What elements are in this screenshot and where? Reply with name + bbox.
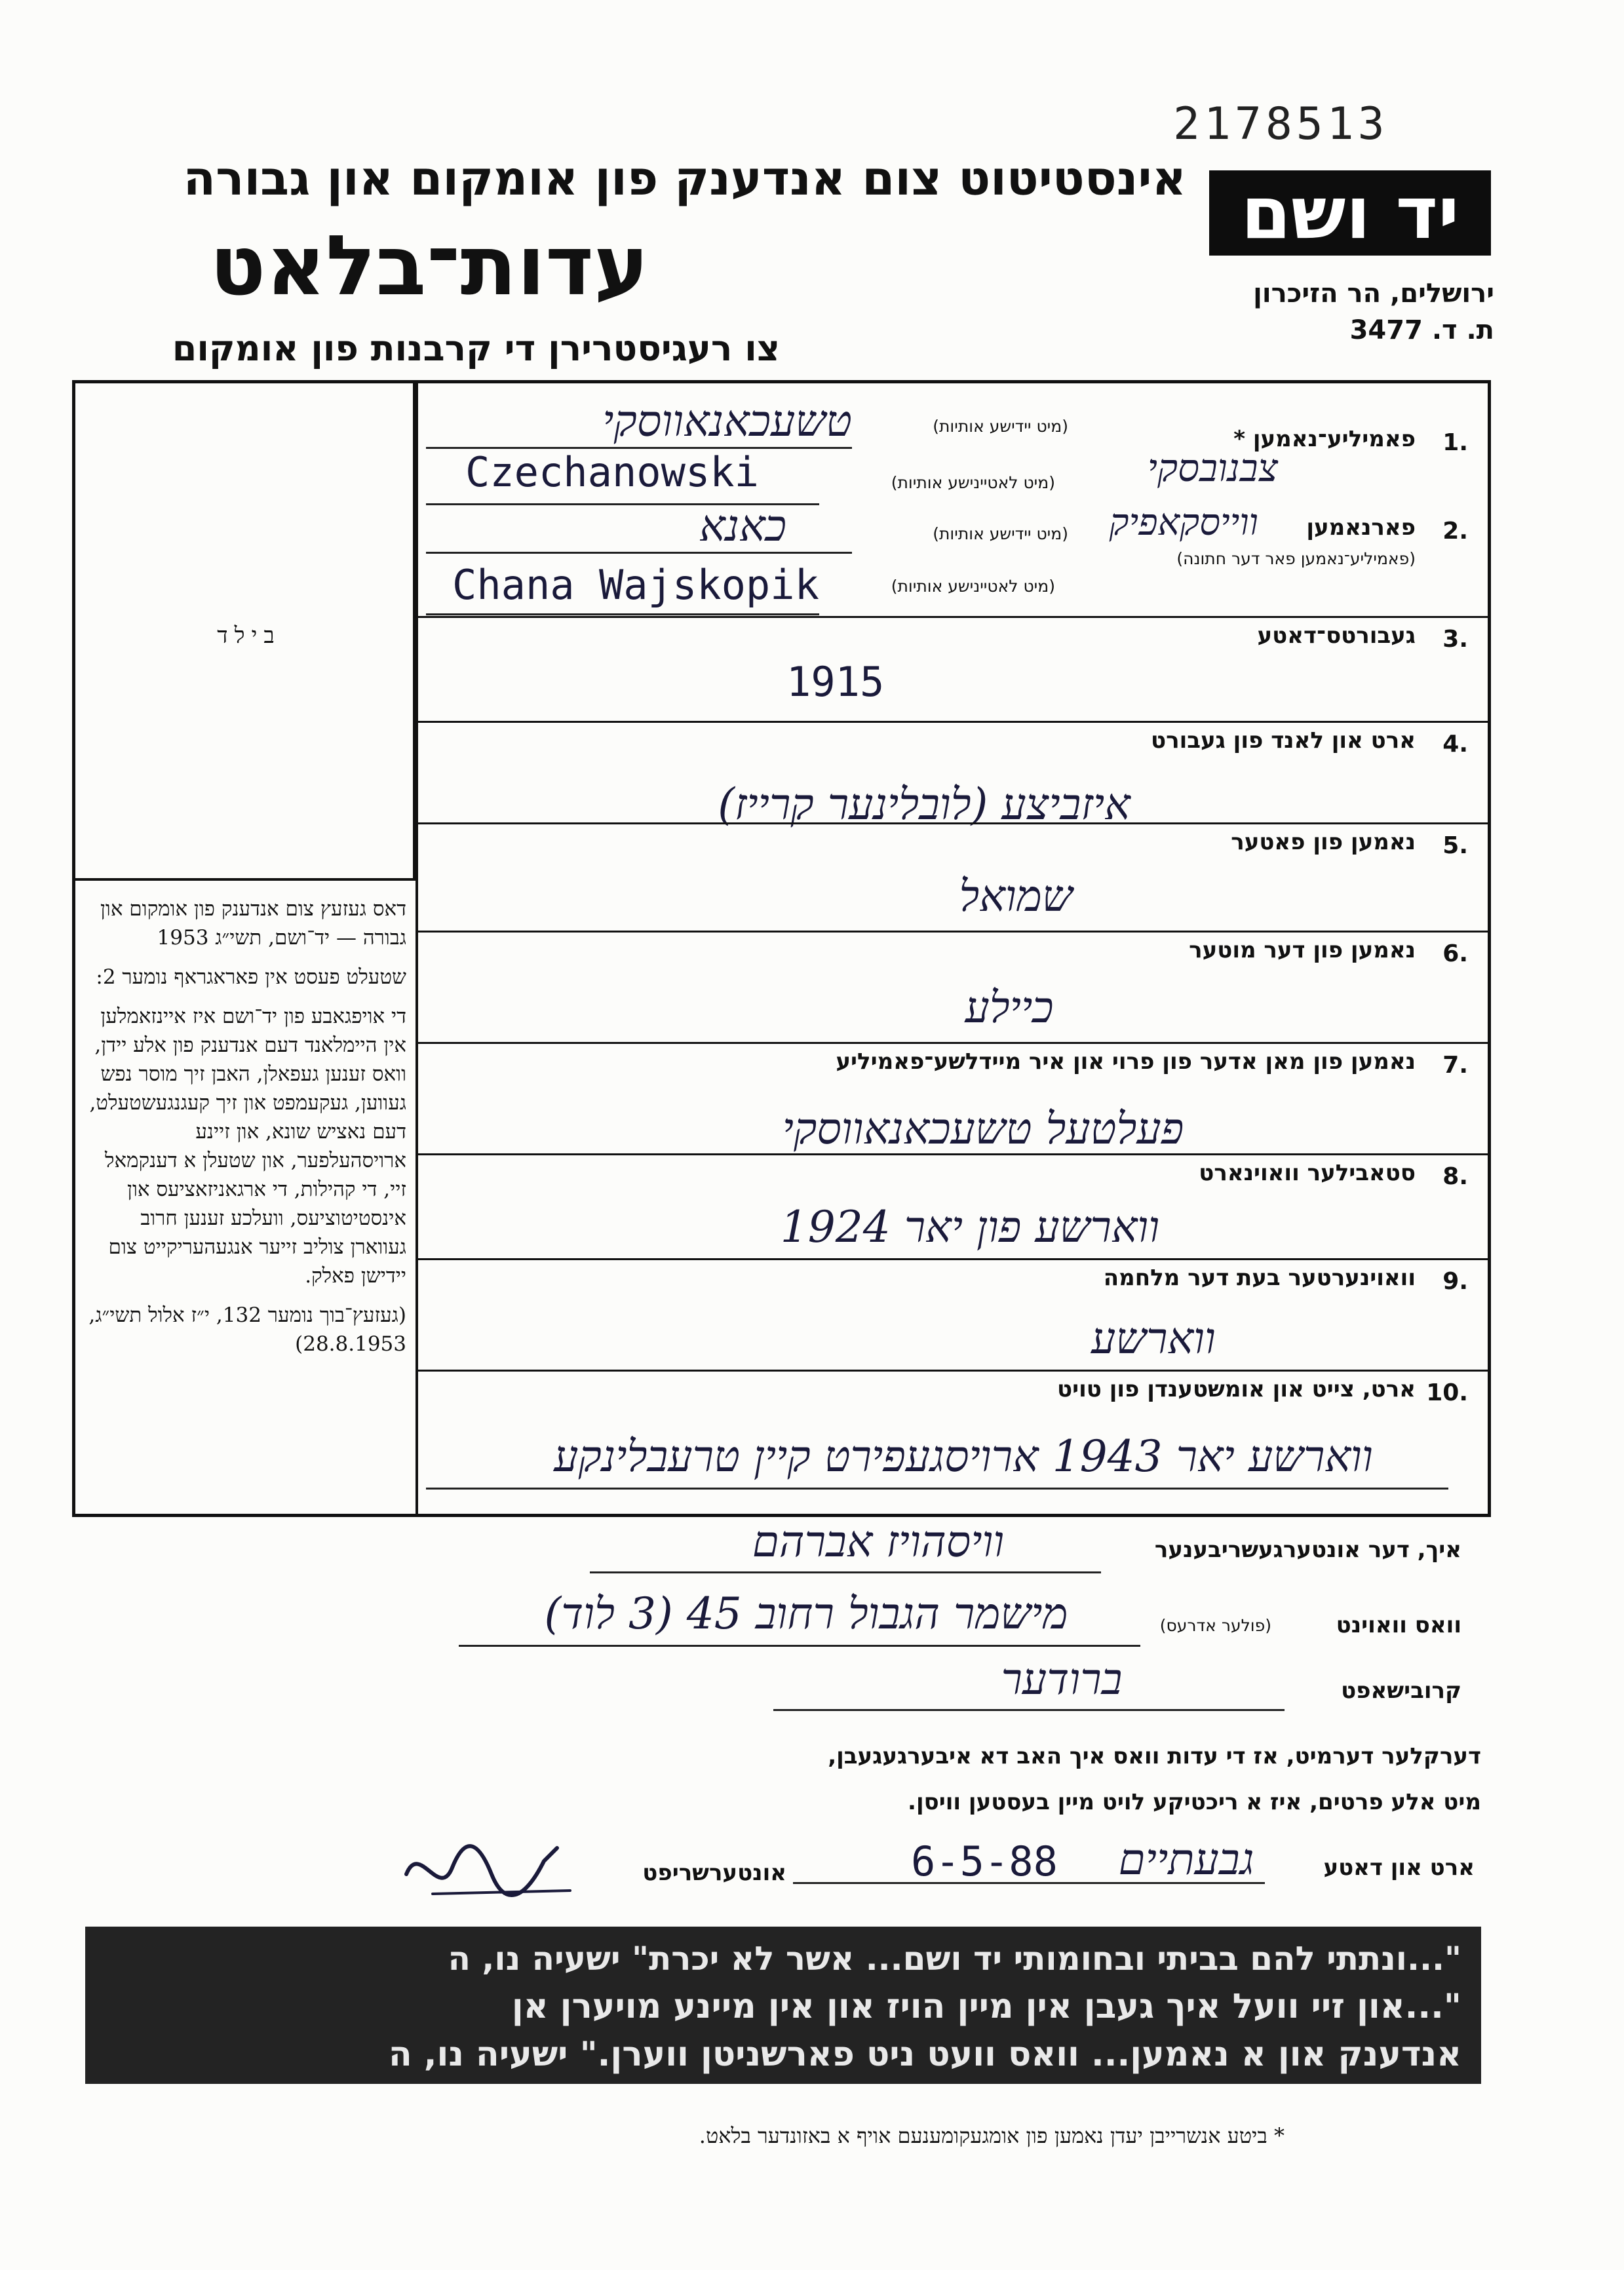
field-9-number: 9.	[1442, 1268, 1468, 1295]
field-4-label: ארט און לאנד פון געבורט	[1151, 727, 1416, 754]
signature-label: אונטערשריפט	[642, 1860, 786, 1886]
signer-address-value: מישמר הגבול רחוב 45 (3 לוד)	[544, 1588, 1068, 1639]
row-divider	[416, 822, 1490, 824]
signer-name-label: איך, דער אונטערגעשריבענער	[1154, 1537, 1461, 1563]
field-5-number: 5.	[1442, 832, 1468, 859]
signer-name-value: וויסהויז אברהם	[752, 1516, 1005, 1567]
law-sidebar	[85, 895, 406, 1369]
field-8-number: 8.	[1442, 1163, 1468, 1190]
form-column-divider	[416, 380, 418, 1514]
row-divider	[416, 1153, 1490, 1155]
field-4-value: איזביצע (לובלינער קרייז)	[718, 779, 1131, 830]
place-date-label: ארט און דאטע	[1323, 1855, 1475, 1881]
field-8-value: ווארשע פון יאר 1924	[780, 1202, 1160, 1252]
field-7-number: 7.	[1442, 1052, 1468, 1079]
law-source: (געזעץ־בוך נומער 132, י״ז אלול תשי״ג, 28.8.1953)	[88, 1303, 406, 1356]
field-10-value: ווארשע יאר 1943 ארויסגעפירט קיין טרעבלינקע	[554, 1431, 1373, 1482]
field-6-label: נאמען פון דער מוטער	[1189, 937, 1416, 963]
row-divider	[416, 1370, 1490, 1372]
page-subtitle: צו רעגיסטרירן די קרבנות פון אומקום	[172, 328, 780, 369]
field-1-number: 1.	[1442, 429, 1468, 456]
declaration-line-1: דערקלער דערמיט, אז די עדות וואס איך האב דא איבערגעגעבן,	[828, 1743, 1481, 1769]
signer-address-hint: (פולער אדרעס)	[1159, 1616, 1271, 1635]
field-2-latin-hint: (מיט לאטיינישע אותיות)	[891, 577, 1055, 596]
field-9-label: וואוינערטער בעת דער מלחמה	[1103, 1265, 1416, 1291]
page-title: עדות־בלאט	[210, 218, 649, 314]
address-line: ירושלים, הר הזיכרון	[1253, 279, 1494, 309]
signer-address-line	[459, 1645, 1140, 1647]
signer-address-label: וואס וואוינט	[1336, 1612, 1461, 1638]
quote-banner	[85, 1927, 1481, 2084]
field-2-label: פארנאמען	[1306, 514, 1416, 541]
place-value: גבעתיים	[1118, 1834, 1254, 1885]
field-2-latin-value: Chana Wajskopik	[452, 561, 819, 609]
field-5-value: שמואל	[959, 871, 1073, 921]
photo-label: בילד	[217, 623, 281, 649]
row-divider	[416, 616, 1490, 618]
row-divider	[416, 1042, 1490, 1044]
row-divider	[416, 721, 1490, 723]
field-10-label: ארט, צייט און אומשטענדן פון טויט	[1056, 1376, 1416, 1402]
field-9-value: ווארשע	[1091, 1313, 1216, 1364]
field-1-extra-value: צבנובסקי	[1147, 446, 1278, 490]
field-1-latin-value: Czechanowski	[465, 448, 759, 496]
kinship-line	[773, 1709, 1285, 1711]
field-1-label: פאמיליע־נאמען *	[1233, 426, 1416, 452]
field-2-maiden-hint: (פאמיליע־נאמען פאר דער חתונה)	[1176, 549, 1416, 568]
kinship-value: ברודער	[1001, 1654, 1123, 1704]
date-value: 6-5-88	[911, 1837, 1058, 1885]
row-divider	[416, 1258, 1490, 1260]
document-serial-number: 2178513	[1173, 98, 1389, 150]
field-2-extra-value: ווייסקאפיק	[1109, 501, 1258, 544]
banner-line-3: אנדענק און א נאמען... וואס וועט ניט פארשניטן ווערן." ישעיה נו, ה	[388, 2035, 1461, 2074]
banner-line-1: "...ונתתי להם בביתי ובחומותי יד ושם... אשר לא יכרת" ישעיה נו, ה	[448, 1940, 1461, 1978]
field-8-label: סטאבילער וואוינארט	[1199, 1160, 1416, 1186]
field-6-number: 6.	[1442, 940, 1468, 967]
law-citation: דאס געזעץ צום אנדענק פון אומקום און גבורה — יד־ושם, תשי״ג 1953	[100, 897, 406, 950]
po-box-line: ת. ד. 3477	[1349, 315, 1494, 345]
footnote: * ביטע אנשרייבן יעדן נאמען פון אומגעקומענעם אויף א באזונדער בלאט.	[699, 2123, 1285, 2148]
row-divider	[416, 931, 1490, 933]
law-paragraph-ref: שטעלט פעסט אין פאראגראף נומער 2:	[96, 965, 406, 989]
signature-mark	[393, 1828, 590, 1914]
field-7-label: נאמען פון מאן אדער פון פרוי און איר מיידלשע־פאמיליע	[836, 1048, 1416, 1075]
header-address	[1167, 275, 1494, 349]
form-frame-right	[1488, 380, 1491, 1514]
field-7-value: פעלטעל טשעכאנאווסקי	[782, 1104, 1184, 1154]
banner-line-2: "...און זיי וועל איך געבן אין מיין הויז און אין מיינע מויערן אן	[511, 1987, 1461, 2026]
institute-name: אינסטיטוט צום אנדענק פון אומקום און גבורה	[183, 151, 1186, 206]
field-2-yiddish-hint: (מיט יידישע אותיות)	[933, 524, 1068, 543]
declaration-line-2: מיט אלע פרטים, איז א ריכטיקע לויט מיין בעסטען וויסן.	[908, 1789, 1481, 1815]
law-text: די אויפגאבע פון יד־ושם איז איינזאמלען אין היימלאנד דעם אנדענק פון אלע יידן, וואס זענען געפאלן, האבן זיך מוסר נפש געווען, געקעמפט און זיך קעגנגעשטעלט, דעם נאציש שונא, און זיינע ארויסהעלפער, און שטעלן א דענקמאל זיי, די קהילות, די ארגאניזאציעס און אינסטיטוציעס, וועלכע זענען חרוב געווארן צוליב זייער אנגעהעריקייט צום יידישן פאלק.	[89, 1005, 406, 1288]
field-2-yiddish-value: כאנא	[699, 501, 786, 551]
field-1-yiddish-value: טשעכאנאווסקי	[602, 396, 852, 446]
field-10-line	[426, 1488, 1448, 1490]
yad-vashem-logo: יד ושם	[1209, 170, 1491, 256]
field-2-yiddish-line	[426, 552, 852, 554]
field-3-value: 1915	[786, 658, 885, 706]
signer-name-line	[590, 1571, 1101, 1573]
field-3-number: 3.	[1442, 626, 1468, 653]
field-2-number: 2.	[1442, 518, 1468, 545]
field-3-label: געבורטס־דאטע	[1257, 623, 1416, 649]
field-2-latin-line	[426, 613, 819, 615]
field-1-latin-hint: (מיט לאטיינישע אותיות)	[891, 473, 1055, 492]
field-6-value: כיילע	[965, 982, 1054, 1033]
field-1-yiddish-hint: (מיט יידישע אותיות)	[933, 417, 1068, 436]
field-10-number: 10.	[1426, 1379, 1468, 1406]
place-date-line	[793, 1882, 1265, 1884]
field-5-label: נאמען פון פאטער	[1231, 829, 1416, 855]
field-4-number: 4.	[1442, 731, 1468, 758]
kinship-label: קרובישאפט	[1341, 1678, 1461, 1704]
